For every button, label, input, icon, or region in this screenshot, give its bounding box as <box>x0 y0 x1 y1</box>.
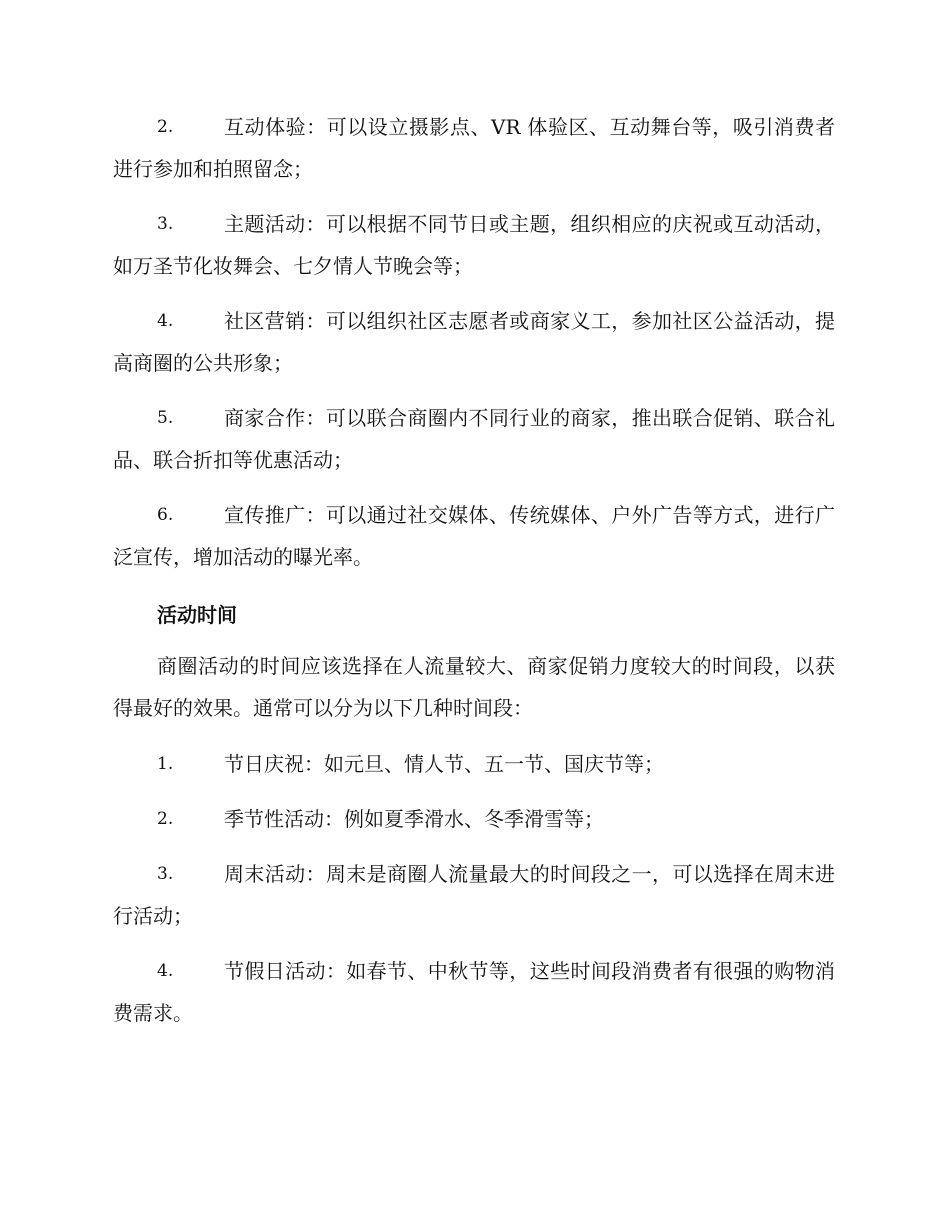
section-heading: 活动时间 <box>157 603 237 627</box>
list-number: 5. <box>157 408 174 428</box>
list-number: 2. <box>157 117 174 137</box>
list-item <box>113 494 835 578</box>
list-item <box>113 203 835 287</box>
list-number: 6. <box>157 505 174 525</box>
list-text: 社区营销：可以组织社区志愿者或商家义工，参加社区公益活动，提高商圈的公共形象； <box>113 309 835 375</box>
list-item <box>113 397 835 481</box>
list-text: 节日庆祝：如元旦、情人节、五一节、国庆节等； <box>224 752 664 776</box>
list-item <box>113 853 835 937</box>
list-number: 4. <box>157 961 174 981</box>
list-number: 3. <box>157 864 174 884</box>
list-text: 主题活动：可以根据不同节日或主题，组织相应的庆祝或互动活动，如万圣节化妆舞会、七夕情人节晚会等； <box>113 212 835 278</box>
list-item <box>113 106 835 190</box>
body-paragraph: 商圈活动的时间应该选择在人流量较大、商家促销力度较大的时间段，以获得最好的效果。通常可以分为以下几种时间段： <box>113 654 835 720</box>
list-text: 节假日活动：如春节、中秋节等，这些时间段消费者有很强的购物消费需求。 <box>113 959 835 1025</box>
list-text: 宣传推广：可以通过社交媒体、传统媒体、户外广告等方式，进行广泛宣传，增加活动的曝光率。 <box>113 503 835 569</box>
list-number: 4. <box>157 311 174 331</box>
list-item <box>113 743 835 785</box>
list-item <box>113 798 835 840</box>
list-text: 周末活动：周末是商圈人流量最大的时间段之一，可以选择在周末进行活动； <box>113 862 835 928</box>
list-text: 季节性活动：例如夏季滑水、冬季滑雪等； <box>224 807 604 831</box>
list-number: 2. <box>157 809 174 829</box>
list-text: 商家合作：可以联合商圈内不同行业的商家，推出联合促销、联合礼品、联合折扣等优惠活动； <box>113 406 835 472</box>
list-text: 互动体验：可以设立摄影点、VR 体验区、互动舞台等，吸引消费者进行参加和拍照留念； <box>113 115 835 181</box>
list-item <box>113 950 835 1034</box>
list-number: 3. <box>157 214 174 234</box>
list-item <box>113 300 835 384</box>
list-number: 1. <box>157 754 174 774</box>
